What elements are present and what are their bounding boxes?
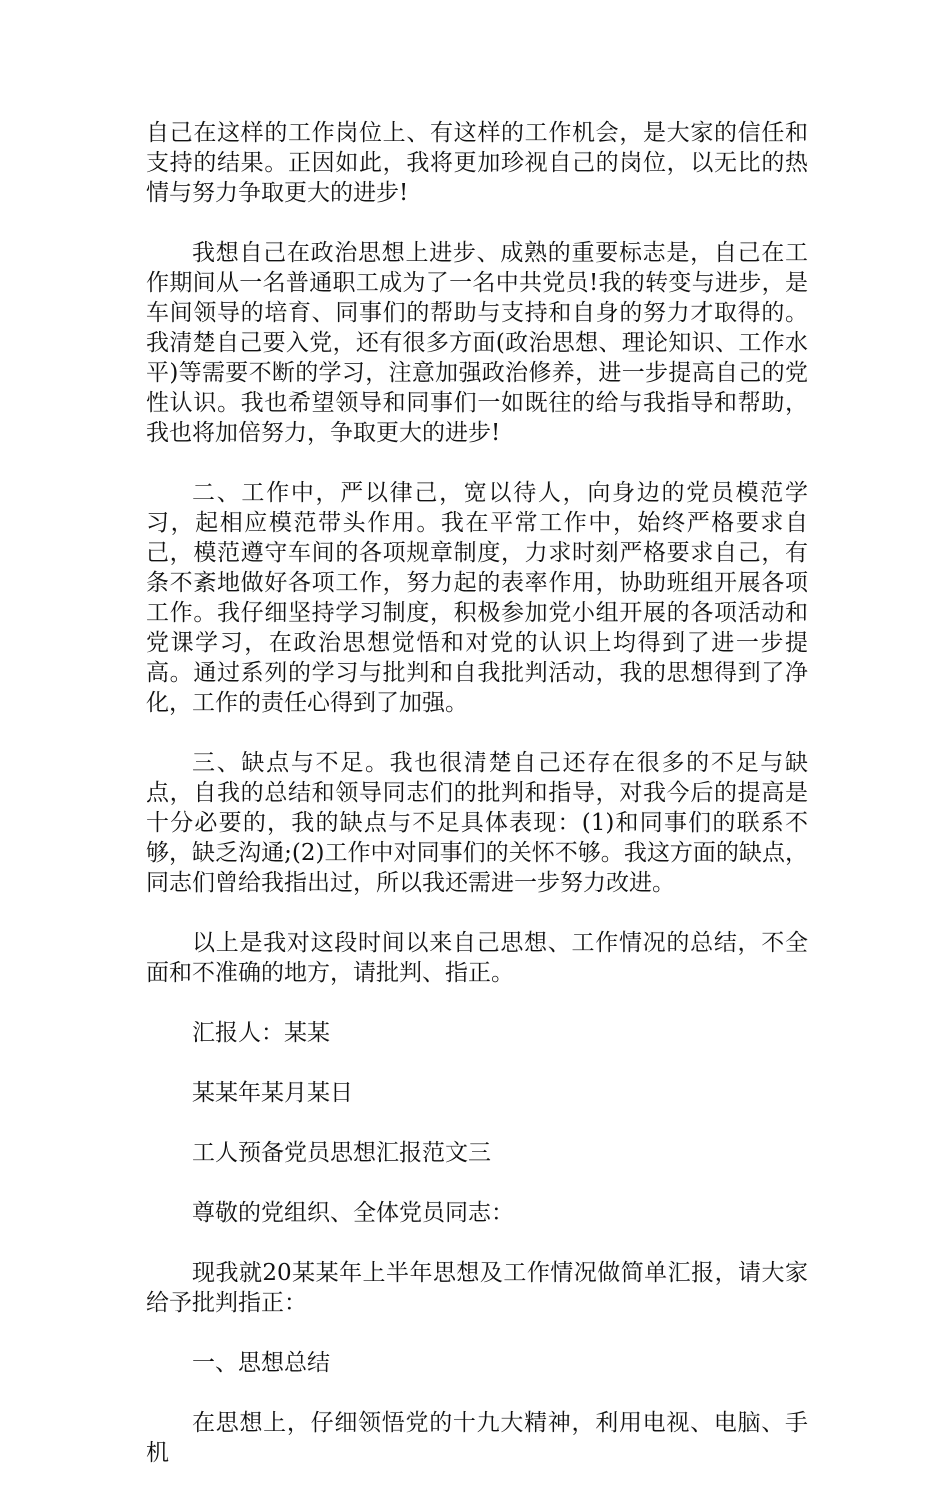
section-title: 工人预备党员思想汇报范文三 bbox=[192, 1140, 491, 1166]
document-body bbox=[146, 118, 808, 1498]
paragraph-last: 在思想上，仔细领悟党的十九大精神，利用电视、电脑、手机 bbox=[146, 1410, 808, 1466]
paragraph-1: 自己在这样的工作岗位上、有这样的工作机会，是大家的信任和支持的结果。正因如此，我将更加珍视自己的岗位，以无比的热情与努力争取更大的进步! bbox=[146, 120, 808, 206]
date-line: 某某年某月某日 bbox=[192, 1080, 353, 1106]
subheading-thought-summary: 一、思想总结 bbox=[192, 1350, 330, 1376]
paragraph-4: 三、缺点与不足。我也很清楚自己还存在很多的不足与缺点，自我的总结和领导同志们的批判和指导，对我今后的提高是十分必要的，我的缺点与不足具体表现：(1)和同事们的联系不够，缺乏沟通;(2)工作中对同事们的关怀不够。我这方面的缺点，同志们曾给我指出过，所以我还需进一步努力改进。 bbox=[146, 750, 808, 896]
paragraph-3: 二、工作中，严以律己，宽以待人，向身边的党员模范学习，起相应模范带头作用。我在平常工作中，始终严格要求自己，模范遵守车间的各项规章制度，力求时刻严格要求自己，有条不紊地做好各项工作，努力起的表率作用，协助班组开展各项工作。我仔细坚持学习制度，积极参加党小组开展的各项活动和党课学习，在政治思想觉悟和对党的认识上均得到了进一步提高。通过系列的学习与批判和自我批判活动，我的思想得到了净化，工作的责任心得到了加强。 bbox=[146, 480, 808, 716]
paragraph-5: 以上是我对这段时间以来自己思想、工作情况的总结，不全面和不准确的地方，请批判、指正。 bbox=[146, 930, 808, 986]
paragraph-2: 我想自己在政治思想上进步、成熟的重要标志是，自己在工作期间从一名普通职工成为了一名中共党员!我的转变与进步，是车间领导的培育、同事们的帮助与支持和自身的努力才取得的。我清楚自己要入党，还有很多方面(政治思想、理论知识、工作水平)等需要不断的学习，注意加强政治修养，进一步提高自己的党性认识。我也希望领导和同事们一如既往的给与我指导和帮助，我也将加倍努力，争取更大的进步! bbox=[146, 240, 808, 446]
reporter-line: 汇报人：某某 bbox=[192, 1020, 330, 1046]
salutation: 尊敬的党组织、全体党员同志： bbox=[192, 1200, 514, 1226]
paragraph-intro: 现我就20某某年上半年思想及工作情况做简单汇报，请大家给予批判指正： bbox=[146, 1260, 808, 1316]
